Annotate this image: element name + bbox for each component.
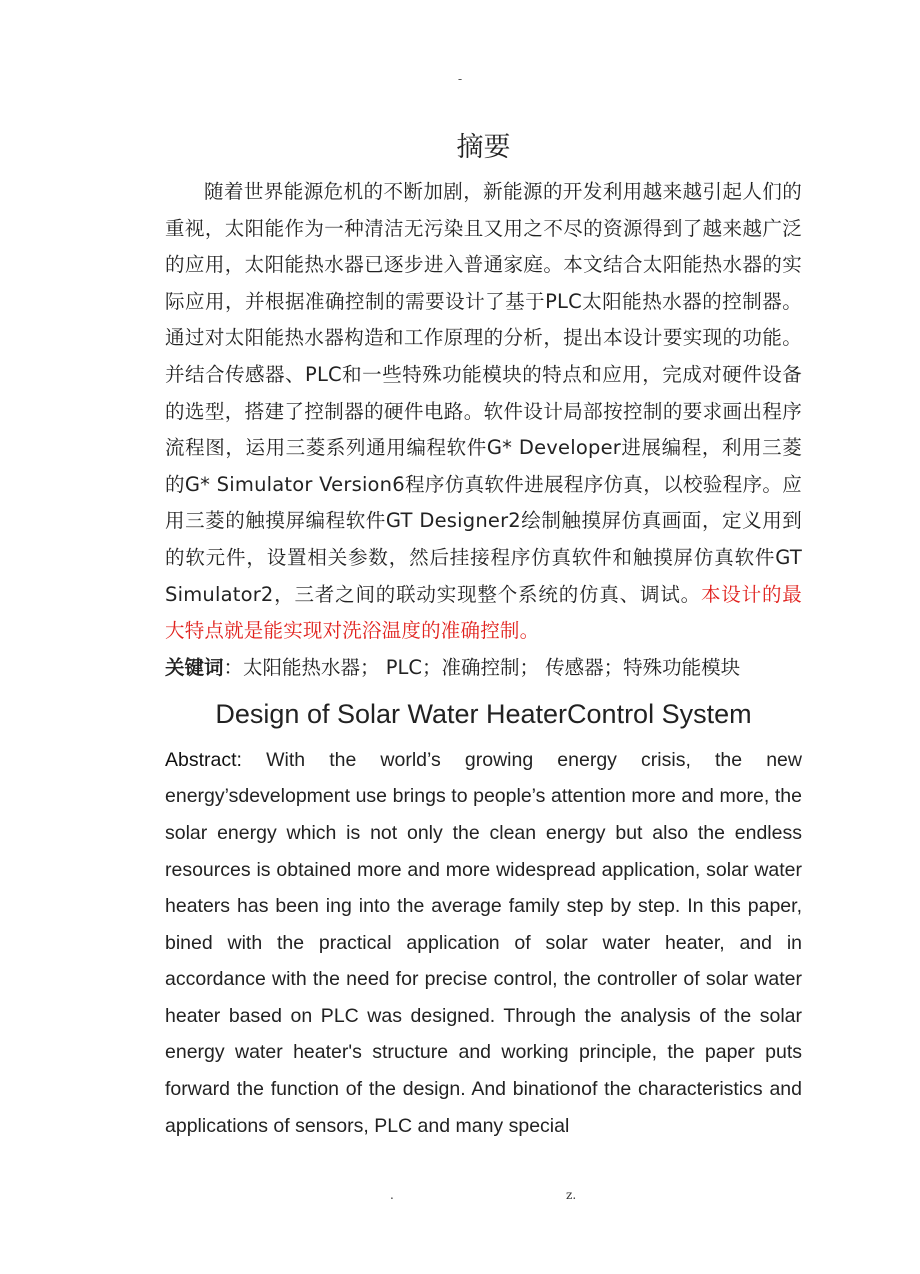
- footer-left-mark: .: [390, 1188, 394, 1202]
- english-title: Design of Solar Water HeaterControl System: [215, 698, 752, 729]
- footer-right-mark: z.: [566, 1188, 577, 1202]
- keywords-text: ：太阳能热水器； PLC；准确控制； 传感器；特殊功能模块: [223, 655, 741, 679]
- document-body: [165, 128, 802, 1144]
- chinese-abstract-text: 随着世界能源危机的不断加剧，新能源的开发利用越来越引起人们的重视，太阳能作为一种清洁无污染且又用之不尽的资源得到了越来越广泛的应用，太阳能热水器已逐步进入普通家庭。本文结合太阳能热水器的实际应用，并根据准确控制的需要设计了基于PLC太阳能热水器的控制器。通过对太阳能热水器构造和工作原理的分析，提出本设计要实现的功能。并结合传感器、PLC和一些特殊功能模块的特点和应用，完成对硬件设备的选型，搭建了控制器的硬件电路。软件设计局部按控制的要求画出程序流程图，运用三菱系列通用编程软件G* Developer进展编程，利用三菱的G* Simulator Version6程序仿真软件进展程序仿真，以校验程序。应用三菱的触摸屏编程软件GT Designer2绘制触摸屏仿真画面，定义用到的软元件，设置相关参数，然后挂接程序仿真软件和触摸屏仿真软件GT Simulator2，三者之间的联动实现整个系统的仿真、调试。: [165, 180, 802, 606]
- chinese-title: 摘要: [456, 132, 511, 163]
- chinese-abstract-highlight: 本设计的最大特点就是能实现对洗浴温度的准确控制。: [165, 582, 802, 643]
- page-footer: [0, 1188, 920, 1208]
- chinese-keywords: [165, 650, 802, 686]
- english-abstract: [165, 742, 802, 1145]
- header-mark: -: [457, 72, 463, 86]
- abstract-label: Abstract:: [165, 748, 242, 771]
- abstract-text: With the world’s growing energy crisis, the new energy’sdevelopment use brings to people’s attention more and more, the solar energy which is not only the clean energy but also the endless resources is obtained more and more widespread application, solar water heaters has been ing into the average family step by step. In this paper, bined with the practical application of solar water heater, and in accordance with the need for precise control, the controller of solar water heater based on PLC was designed. Through the analysis of the solar energy water heater's structure and working principle, the paper puts forward the function of the design. And binationof the characteristics and applications of sensors, PLC and many special: [165, 748, 802, 1137]
- chinese-abstract: [165, 174, 802, 650]
- keywords-label: 关键词: [165, 655, 224, 679]
